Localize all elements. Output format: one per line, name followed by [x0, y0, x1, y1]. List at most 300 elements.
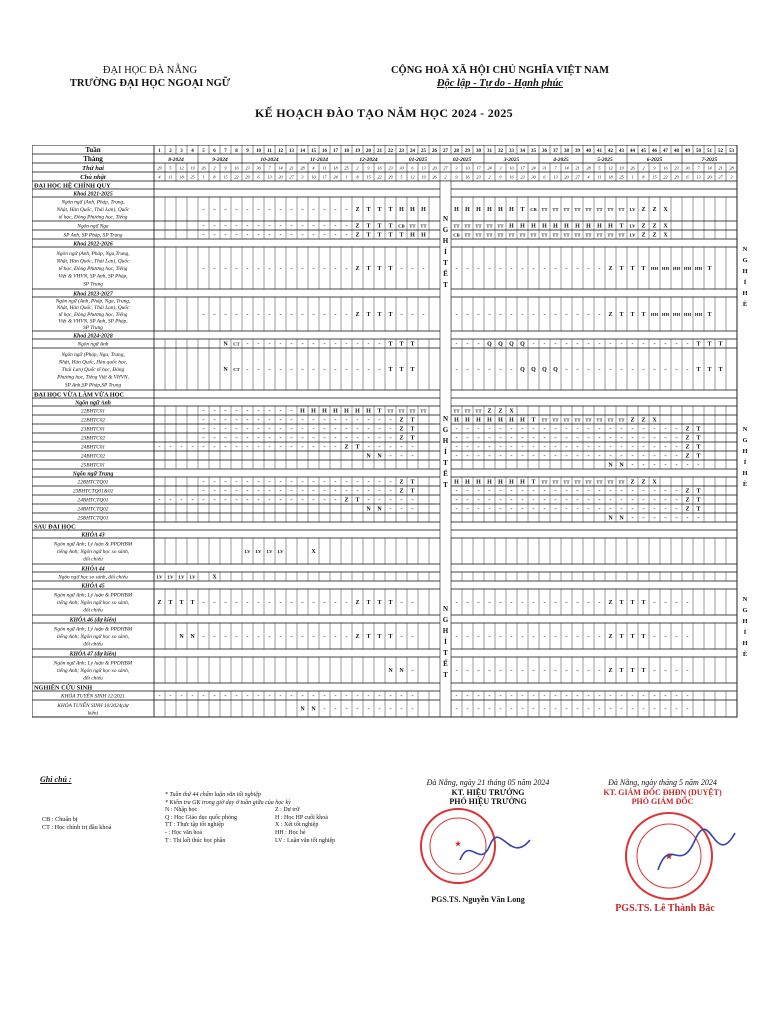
cell-value: -: [521, 435, 524, 442]
cell-value: -: [246, 600, 249, 607]
cell-value: -: [257, 408, 260, 415]
summer-letter: H: [742, 640, 748, 647]
cell-value: N: [608, 515, 613, 522]
sunday-date: 24: [333, 174, 338, 180]
monday-date: 23: [245, 165, 250, 171]
cell-value: T: [707, 367, 712, 374]
cell-value: -: [290, 600, 293, 607]
cell-value: -: [411, 444, 414, 451]
cell-value: -: [653, 488, 656, 495]
cell-value: X: [212, 574, 217, 581]
week-number: 19: [355, 149, 360, 154]
row-label: tiếng Anh; Ngôn ngữ học so sánh,: [56, 549, 130, 556]
cell-value: -: [675, 497, 678, 504]
summer-letter: N: [742, 426, 748, 433]
cell-value: -: [488, 497, 491, 504]
note-thesis: * Tuần thứ 44 chấm luận văn tốt nghiệp: [165, 792, 261, 798]
cell-value: -: [400, 453, 403, 460]
cell-value: TT: [585, 207, 592, 213]
cell-value: -: [246, 408, 249, 415]
cell-value: Q: [542, 367, 547, 374]
sunday-date: 18: [608, 174, 613, 180]
notes-heading: Ghi chú :: [40, 775, 72, 784]
cell-value: -: [268, 444, 271, 451]
cell-value: -: [488, 312, 491, 319]
cell-value: -: [224, 266, 227, 273]
legend-row: [165, 807, 395, 815]
monday-date: 10: [509, 165, 514, 171]
cell-value: H: [300, 408, 305, 415]
cell-value: -: [345, 600, 348, 607]
cell-value: -: [642, 435, 645, 442]
cell-value: T: [377, 266, 382, 273]
cell-value: -: [554, 444, 557, 451]
cell-value: -: [213, 435, 216, 442]
cell-value: -: [642, 453, 645, 460]
week-number: 14: [300, 149, 305, 154]
cell-value: -: [202, 479, 205, 486]
cell-value: -: [543, 266, 546, 273]
cell-value: TT: [618, 232, 625, 238]
legend-item: H : Học HP cuối khoá: [275, 814, 328, 821]
cell-value: TT: [398, 408, 405, 414]
monday-date: 4: [312, 165, 315, 171]
row-label: đối chiếu: [83, 556, 103, 563]
cell-value: -: [565, 435, 568, 442]
course-label: KHÓA 43: [81, 532, 105, 539]
cell-value: -: [312, 444, 315, 451]
cell-value: Z: [652, 232, 657, 239]
cell-value: H: [476, 479, 481, 486]
cell-value: -: [532, 706, 535, 713]
cell-value: -: [224, 634, 227, 641]
row-months: [32, 154, 737, 163]
cell-value: LV: [266, 549, 273, 555]
cell-value: -: [521, 497, 524, 504]
cell-value: -: [389, 488, 392, 495]
cell-value: H: [520, 479, 525, 486]
cell-value: -: [213, 693, 216, 700]
cell-value: -: [576, 367, 579, 374]
label-sundays: Chủ nhật: [80, 174, 106, 181]
sunday-date: 23: [476, 174, 481, 180]
tet-letter: T: [443, 259, 448, 267]
cell-value: Z: [399, 417, 404, 424]
cell-value: -: [631, 693, 634, 700]
cell-value: -: [631, 506, 634, 513]
summer-letter: H: [742, 268, 748, 275]
monday-date: 25: [344, 165, 349, 171]
signature-right-scribble: [650, 825, 740, 880]
tet-letter: N: [442, 215, 449, 223]
cell-value: -: [642, 426, 645, 433]
cell-value: -: [224, 488, 227, 495]
cell-value: -: [400, 497, 403, 504]
cell-value: -: [202, 266, 205, 273]
school-name: TRƯỜNG ĐẠI HỌC NGOẠI NGỮ: [69, 78, 231, 89]
cell-value: -: [345, 693, 348, 700]
week-number: 43: [619, 149, 624, 154]
cell-value: N: [608, 462, 613, 469]
cell-value: HH: [683, 266, 692, 272]
cell-value: H: [465, 417, 470, 424]
row-label: Nhật, Hàn Quốc, Thái Lan), Quốc: [56, 305, 130, 312]
cell-value: -: [466, 634, 469, 641]
course-label: Khoá 2024-2028: [73, 333, 113, 340]
cell-value: -: [565, 600, 568, 607]
cell-value: -: [587, 444, 590, 451]
cell-value: -: [224, 207, 227, 214]
monday-date: 7: [554, 165, 557, 171]
cell-value: H: [410, 207, 415, 214]
cell-value: -: [389, 506, 392, 513]
cell-value: -: [257, 497, 260, 504]
cell-value: -: [378, 367, 381, 374]
cell-value: -: [664, 506, 667, 513]
cell-value: T: [179, 600, 184, 607]
cell-value: -: [345, 223, 348, 230]
cell-value: -: [455, 312, 458, 319]
cell-value: -: [323, 232, 326, 239]
cell-value: T: [377, 312, 382, 319]
cell-value: -: [301, 207, 304, 214]
cell-value: TT: [552, 207, 559, 213]
cell-value: -: [312, 693, 315, 700]
monday-date: 9: [653, 165, 656, 171]
cell-value: -: [191, 497, 194, 504]
cell-value: Z: [355, 312, 360, 319]
cell-value: T: [388, 600, 393, 607]
week-number: 45: [641, 149, 646, 154]
cell-value: -: [323, 600, 326, 607]
cell-value: -: [455, 506, 458, 513]
sunday-date: 8: [213, 174, 216, 180]
monday-date: 2: [356, 165, 359, 171]
cell-value: -: [521, 488, 524, 495]
monday-date: 21: [718, 165, 723, 171]
cell-value: -: [257, 426, 260, 433]
week-number: 49: [685, 149, 690, 154]
cell-value: -: [620, 435, 623, 442]
cell-value: -: [532, 435, 535, 442]
cell-value: -: [565, 453, 568, 460]
cell-value: -: [323, 312, 326, 319]
cell-value: T: [388, 232, 393, 239]
cell-value: TT: [585, 417, 592, 423]
cell-value: -: [191, 444, 194, 451]
monday-date: 11: [322, 165, 327, 171]
cell-value: TT: [541, 232, 548, 238]
tet-letter: Ỉ: [444, 248, 447, 256]
cell-value: N: [619, 515, 624, 522]
monday-date: 17: [476, 165, 481, 171]
cell-value: -: [224, 223, 227, 230]
cell-value: -: [246, 444, 249, 451]
cell-value: -: [268, 488, 271, 495]
cell-value: -: [532, 426, 535, 433]
summer-letter: N: [742, 596, 748, 603]
cell-value: -: [246, 266, 249, 273]
sunday-date: 9: [455, 174, 458, 180]
cell-value: -: [290, 232, 293, 239]
cell-value: -: [158, 497, 161, 504]
row-label: tế học, Đông Phương học, Tiếng: [58, 311, 128, 318]
cell-value: -: [334, 417, 337, 424]
cell-value: -: [290, 444, 293, 451]
cell-value: -: [224, 435, 227, 442]
cell-value: -: [521, 600, 524, 607]
cell-value: Z: [344, 444, 349, 451]
course-label: KHÓA 46 (dự kiến): [69, 617, 117, 624]
cell-value: -: [356, 341, 359, 348]
cell-value: -: [345, 417, 348, 424]
week-number: 31: [487, 149, 492, 154]
cell-value: -: [499, 488, 502, 495]
cell-value: -: [466, 506, 469, 513]
cell-value: H: [421, 207, 426, 214]
cell-value: TT: [508, 232, 515, 238]
cell-value: H: [509, 207, 514, 214]
summer-letter: È: [742, 301, 748, 308]
signature-left-scribble: [455, 830, 535, 870]
cell-value: -: [202, 693, 205, 700]
cell-value: Z: [355, 232, 360, 239]
sunday-date: 1: [345, 174, 348, 180]
cell-value: -: [180, 497, 183, 504]
cell-value: Z: [685, 488, 690, 495]
cell-value: TT: [486, 223, 493, 229]
cell-value: -: [466, 488, 469, 495]
cell-value: N: [311, 706, 316, 713]
cell-value: -: [510, 488, 513, 495]
cell-value: -: [345, 706, 348, 713]
cell-value: X: [663, 223, 668, 230]
week-number: 53: [729, 149, 734, 154]
row-label: Ngôn ngữ Anh: [77, 341, 109, 348]
cell-value: -: [257, 207, 260, 214]
cell-value: -: [598, 341, 601, 348]
cell-value: T: [619, 634, 624, 641]
cell-value: -: [400, 634, 403, 641]
cell-value: -: [323, 417, 326, 424]
cell-value: -: [576, 693, 579, 700]
cell-value: -: [389, 497, 392, 504]
row-label: Ngôn ngữ học so sánh, đối chiếu: [58, 574, 128, 581]
cell-value: -: [279, 312, 282, 319]
cell-value: -: [323, 426, 326, 433]
cell-value: -: [466, 312, 469, 319]
cell-value: -: [477, 488, 480, 495]
cell-value: TT: [464, 408, 471, 414]
week-number: 18: [344, 149, 349, 154]
cell-value: -: [323, 444, 326, 451]
cell-value: -: [367, 435, 370, 442]
cell-value: -: [235, 444, 238, 451]
cell-value: -: [389, 444, 392, 451]
summer-letter: H: [742, 470, 748, 477]
cell-value: -: [664, 435, 667, 442]
cell-value: -: [609, 426, 612, 433]
cell-value: T: [696, 506, 701, 513]
cell-value: -: [202, 426, 205, 433]
cell-value: -: [466, 706, 469, 713]
cell-value: -: [642, 341, 645, 348]
cell-value: TT: [563, 232, 570, 238]
monday-date: 17: [520, 165, 525, 171]
cell-value: -: [246, 497, 249, 504]
cell-value: TT: [574, 417, 581, 423]
row-label: SP Trung: [83, 281, 103, 288]
cell-value: -: [323, 207, 326, 214]
cell-value: HH: [683, 312, 692, 318]
monday-date: 19: [190, 165, 195, 171]
cell-value: -: [664, 515, 667, 522]
cell-value: -: [466, 668, 469, 675]
cell-value: -: [378, 417, 381, 424]
cell-value: -: [378, 488, 381, 495]
cell-value: TT: [519, 232, 526, 238]
cell-value: -: [554, 668, 557, 675]
sunday-date: 22: [377, 174, 382, 180]
cell-value: -: [499, 444, 502, 451]
week-number: 9: [246, 149, 249, 154]
cell-value: -: [301, 367, 304, 374]
cell-value: H: [476, 207, 481, 214]
cell-value: TT: [552, 232, 559, 238]
cell-value: T: [641, 634, 646, 641]
sunday-date: 2: [488, 174, 491, 180]
cell-value: N: [179, 634, 184, 641]
row-label: Việt & VHVN, SP Anh, SP Pháp,: [58, 318, 128, 325]
cell-value: TT: [420, 408, 427, 414]
cell-value: Z: [685, 426, 690, 433]
row-label: Ngôn ngữ Anh; Lý luận & PPDHBM: [53, 626, 133, 633]
cell-value: TT: [475, 408, 482, 414]
legend-item: HH : Học hè: [275, 829, 306, 836]
course-row: [32, 331, 737, 339]
cell-value: T: [410, 341, 415, 348]
cell-value: -: [686, 600, 689, 607]
cell-value: -: [279, 435, 282, 442]
cell-value: T: [696, 444, 701, 451]
cell-value: -: [213, 207, 216, 214]
svg-text:★: ★: [665, 852, 673, 861]
cell-value: -: [356, 367, 359, 374]
cell-value: T: [399, 341, 404, 348]
cell-value: -: [389, 417, 392, 424]
cell-value: H: [333, 408, 338, 415]
week-number: 12: [278, 149, 283, 154]
tet-letter: T: [443, 671, 448, 679]
cell-value: Z: [608, 668, 613, 675]
sunday-date: 3: [730, 174, 733, 180]
week-number: 26: [432, 149, 437, 154]
cell-value: -: [224, 693, 227, 700]
cell-value: -: [235, 207, 238, 214]
cell-value: -: [268, 266, 271, 273]
week-number: 32: [498, 149, 503, 154]
cell-value: -: [488, 444, 491, 451]
cell-value: -: [235, 435, 238, 442]
cell-value: -: [224, 600, 227, 607]
cell-value: -: [488, 488, 491, 495]
signature-right: [570, 778, 755, 807]
sunday-date: 12: [410, 174, 415, 180]
course-row: [32, 398, 737, 406]
row-label: Phương học, Tiếng Việt & VHVN,: [57, 374, 129, 381]
cell-value: -: [565, 693, 568, 700]
row-label: Nhật, Hàn Quốc, Hàn quốc học,: [58, 359, 128, 366]
cell-value: -: [279, 341, 282, 348]
cell-value: H: [586, 223, 591, 230]
cell-value: -: [554, 266, 557, 273]
cell-value: -: [290, 693, 293, 700]
cell-value: H: [487, 479, 492, 486]
cell-value: HH: [650, 312, 659, 318]
week-number: 24: [410, 149, 415, 154]
cell-value: Z: [652, 223, 657, 230]
week-number: 16: [322, 149, 327, 154]
cell-value: -: [235, 417, 238, 424]
cell-value: -: [576, 488, 579, 495]
cell-value: -: [675, 426, 678, 433]
sunday-date: 18: [179, 174, 184, 180]
cell-value: -: [257, 693, 260, 700]
cell-value: -: [455, 453, 458, 460]
week-number: 3: [180, 149, 183, 154]
cell-value: -: [301, 266, 304, 273]
cell-value: TT: [596, 479, 603, 485]
cell-value: -: [510, 435, 513, 442]
cell-value: -: [499, 435, 502, 442]
tet-letter: T: [443, 281, 448, 289]
cell-value: -: [334, 312, 337, 319]
cell-value: H: [542, 223, 547, 230]
signature-right-role1: KT. GIÁM ĐỐC ĐHĐN (DUYỆT): [603, 787, 722, 797]
cell-value: -: [312, 417, 315, 424]
cell-value: T: [377, 223, 382, 230]
cell-value: H: [487, 417, 492, 424]
summer-letter: Ỉ: [743, 459, 747, 466]
week-number: 51: [707, 149, 712, 154]
cell-value: -: [301, 341, 304, 348]
cell-value: -: [323, 266, 326, 273]
cell-value: -: [290, 408, 293, 415]
cell-value: -: [257, 488, 260, 495]
course-row: [32, 239, 737, 247]
cell-value: -: [169, 497, 172, 504]
cell-value: -: [620, 497, 623, 504]
cell-value: -: [455, 600, 458, 607]
cell-value: -: [697, 462, 700, 469]
cell-value: -: [246, 341, 249, 348]
cell-value: -: [554, 706, 557, 713]
cell-value: -: [521, 706, 524, 713]
cell-value: -: [235, 488, 238, 495]
section-label: ĐẠI HỌC VỪA LÀM VỪA HỌC: [34, 391, 125, 399]
cell-value: -: [334, 488, 337, 495]
cell-value: -: [653, 706, 656, 713]
cell-value: H: [421, 232, 426, 239]
cell-value: H: [575, 223, 580, 230]
sunday-date: 15: [366, 174, 371, 180]
course-label: KHÓA 47 (dự kiến): [69, 651, 117, 658]
cell-value: -: [477, 506, 480, 513]
cell-value: -: [202, 497, 205, 504]
cell-value: -: [675, 462, 678, 469]
cell-value: -: [521, 634, 524, 641]
cell-value: -: [576, 668, 579, 675]
